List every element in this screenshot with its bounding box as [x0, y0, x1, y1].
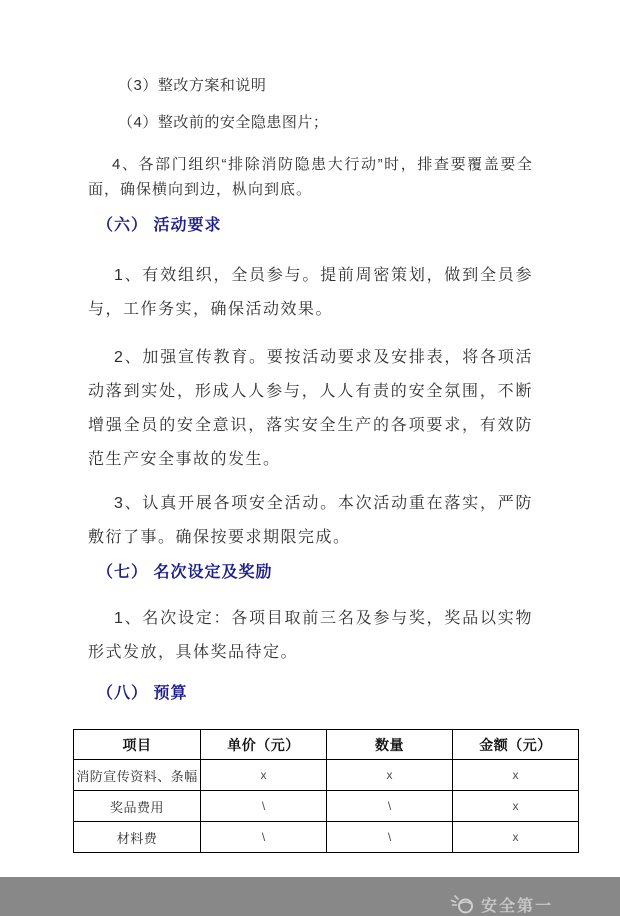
table-cell: x — [453, 822, 579, 853]
budget-table — [73, 729, 579, 853]
table-row — [74, 791, 579, 822]
table-cell: 奖品费用 — [74, 791, 201, 822]
table-row — [74, 760, 579, 791]
table-cell: x — [201, 760, 327, 791]
watermark-label: 安全第一 — [480, 898, 553, 915]
table-cell: 消防宣传资料、条幅 — [74, 760, 201, 791]
section-heading-six: （六） 活动要求 — [97, 217, 222, 234]
watermark — [73, 893, 578, 916]
table-header-item: 项目 — [74, 730, 201, 760]
paragraph: 3、认真开展各项安全活动。本次活动重在落实，严防敷衍了事。确保按要求期限完成。 — [88, 495, 533, 546]
table-cell: \ — [201, 791, 327, 822]
safety-first-logo-icon — [449, 894, 475, 916]
paragraph: 1、名次设定：各项目取前三名及参与奖，奖品以实物形式发放，具体奖品待定。 — [88, 610, 533, 661]
list-item: （4）整改前的安全隐患图片； — [118, 114, 329, 131]
table-header-amount: 金额（元） — [453, 730, 579, 760]
intro-paragraph: 4、各部门组织“排除消防隐患大行动”时，排查要覆盖要全面，确保横向到边，枞向到底。 — [88, 156, 533, 198]
table-cell: \ — [327, 822, 453, 853]
section-heading-eight: （八） 预算 — [97, 685, 188, 702]
table-cell: 材料费 — [74, 822, 201, 853]
table-cell: x — [453, 760, 579, 791]
table-cell: x — [453, 791, 579, 822]
table-cell: x — [327, 760, 453, 791]
table-cell: \ — [201, 822, 327, 853]
table-cell: \ — [327, 791, 453, 822]
list-item: （3）整改方案和说明 — [118, 77, 267, 94]
table-row — [74, 822, 579, 853]
table-header-quantity: 数量 — [327, 730, 453, 760]
section-heading-seven: （七） 名次设定及奖励 — [97, 564, 273, 581]
paragraph: 2、加强宣传教育。要按活动要求及安排表，将各项活动落到实处，形成人人参与，人人有责的安全氛围，不断增强全员的安全意识，落实安全生产的各项要求，有效防范生产安全事故的发生。 — [88, 349, 533, 468]
paragraph: 1、有效组织，全员参与。提前周密策划，做到全员参与，工作务实，确保活动效果。 — [88, 267, 533, 318]
table-header-row — [74, 730, 579, 760]
table-header-unit-price: 单价（元） — [201, 730, 327, 760]
